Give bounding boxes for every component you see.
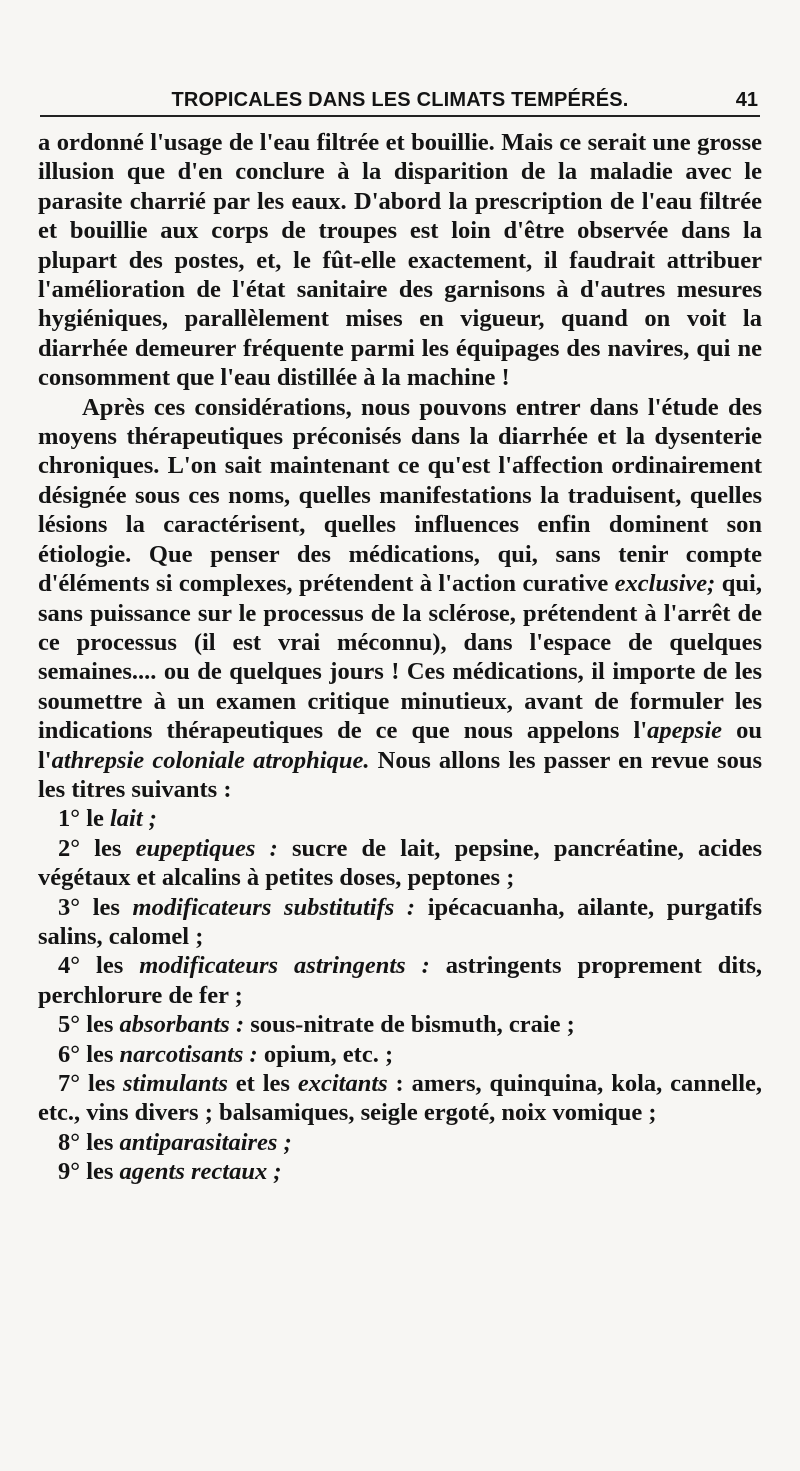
list-item-term: modificateurs substitutifs : [132, 893, 416, 921]
list-item-number: 8° [58, 1128, 87, 1156]
paragraph-2-text-c: ou l' [38, 717, 762, 774]
list-item-number: 1° [58, 805, 87, 833]
list-item [38, 893, 762, 952]
list-item-prefix: les [87, 1070, 124, 1097]
list-item-prefix: le [86, 805, 110, 833]
list-item-prefix: les [86, 1158, 120, 1186]
list-item-prefix: les [94, 834, 136, 862]
list-item-term: antiparasitaires ; [119, 1128, 292, 1156]
list-item-term: agents rectaux ; [119, 1158, 282, 1186]
list-item-term-2: excitants [297, 1070, 388, 1097]
list-item-text: astringents proprement dits, perchlorure de fer ; [38, 952, 762, 1009]
list-item-prefix: les [86, 1040, 120, 1068]
page-number: 41 [735, 89, 758, 111]
list-item-text: et les [227, 1070, 298, 1097]
list-item-number: 4° [58, 952, 97, 980]
page-body [38, 128, 762, 1187]
list-item-term: absorbants : [119, 1011, 245, 1039]
list-item [38, 1128, 762, 1157]
list-item-text: opium, etc. ; [257, 1040, 394, 1068]
list-item-prefix: les [92, 893, 133, 921]
list-item-number: 3° [58, 893, 93, 921]
paragraph-2-text-a: Après ces considérations, nous pouvons entrer dans l'étude des moyens thérapeutiques préconisés dans la diarrhée et la dysenterie chroniques. L'on sait maintenant ce qu'est l'affection ordinairement désignée sous ces noms, quelles manifestations la traduisent, quelles lésions la caractérisent, quelles influences enfin dominent son étiologie. Que penser des médications, qui, sans tenir compte d'éléments si complexes, prétendent à l'action curative [38, 393, 762, 598]
list-item [38, 804, 762, 833]
list-item-term: narcotisants : [119, 1040, 258, 1068]
list-item-number: 2° [58, 834, 95, 862]
list-item-text: sucre de lait, pepsine, pancréatine, acides végétaux et alcalins à petites doses, peptones ; [38, 834, 762, 892]
list-item-prefix: les [86, 1011, 120, 1039]
running-head [40, 85, 760, 117]
emphasis-apepsie: apepsie [647, 717, 723, 745]
list-item [38, 1069, 762, 1128]
paragraph-2 [38, 393, 762, 805]
list-item-text-2: : amers, quinquina, kola, cannelle, etc., vins divers ; balsamiques, seigle ergoté, noix vomique ; [38, 1070, 762, 1127]
list-item-term: stimulants [123, 1070, 228, 1097]
list-item [38, 1157, 762, 1186]
list-item [38, 1010, 762, 1039]
list-item-term: lait ; [110, 805, 157, 833]
paragraph-1: a ordonné l'usage de l'eau filtrée et bouillie. Mais ce serait une grosse illusion que d'en conclure à la disparition de la maladie avec le parasite charrié par les eaux. D'abord la prescription de l'eau filtrée et bouillie aux corps de troupes est loin d'être observée dans la plupart des postes, et, le fût-elle exactement, il faudrait attribuer l'amélioration de l'état sanitaire des garnisons à d'autres mesures hygiéniques, parallèlement mises en vigueur, quand on voit la diarrhée demeurer fréquente parmi les équipages des navires, qui ne consomment que l'eau distillée à la machine ! [38, 129, 762, 392]
list-item [38, 834, 762, 893]
list-item [38, 1040, 762, 1069]
list-item-term: modificateurs astringents : [139, 952, 430, 980]
list-item-term: eupeptiques : [135, 834, 278, 862]
list-item-number: 7° [58, 1070, 88, 1097]
list-item-number: 5° [58, 1011, 87, 1039]
emphasis-athrepsie: athrepsie coloniale atrophique. [51, 746, 370, 774]
paragraph-2-text-b: qui, sans puissance sur le processus de la sclérose, prétendent à l'arrêt de ce processus (il est vrai méconnu), dans l'espace de quelques semaines.... ou de quelques jours ! Ces médications, il importe de les soumettre à un examen critique minutieux, avant de formuler les indications thérapeutiques de ce que nous appelons l' [38, 570, 762, 745]
running-head-title: TROPICALES DANS LES CLIMATS TEMPÉRÉS. [171, 89, 629, 111]
list-item-number: 6° [58, 1040, 87, 1068]
paragraph-2-text-d: Nous allons les passer en revue sous les titres suivants : [38, 746, 762, 803]
list-item-text: sous-nitrate de bismuth, craie ; [244, 1011, 575, 1039]
emphasis-exclusive: exclusive; [614, 570, 716, 598]
list-item-prefix: les [96, 952, 140, 980]
list-item [38, 951, 762, 1010]
list-item-text: ipécacuanha, ailante, purgatifs salins, calomel ; [38, 893, 762, 950]
list-item-prefix: les [86, 1128, 120, 1156]
list-item-number: 9° [58, 1158, 87, 1186]
